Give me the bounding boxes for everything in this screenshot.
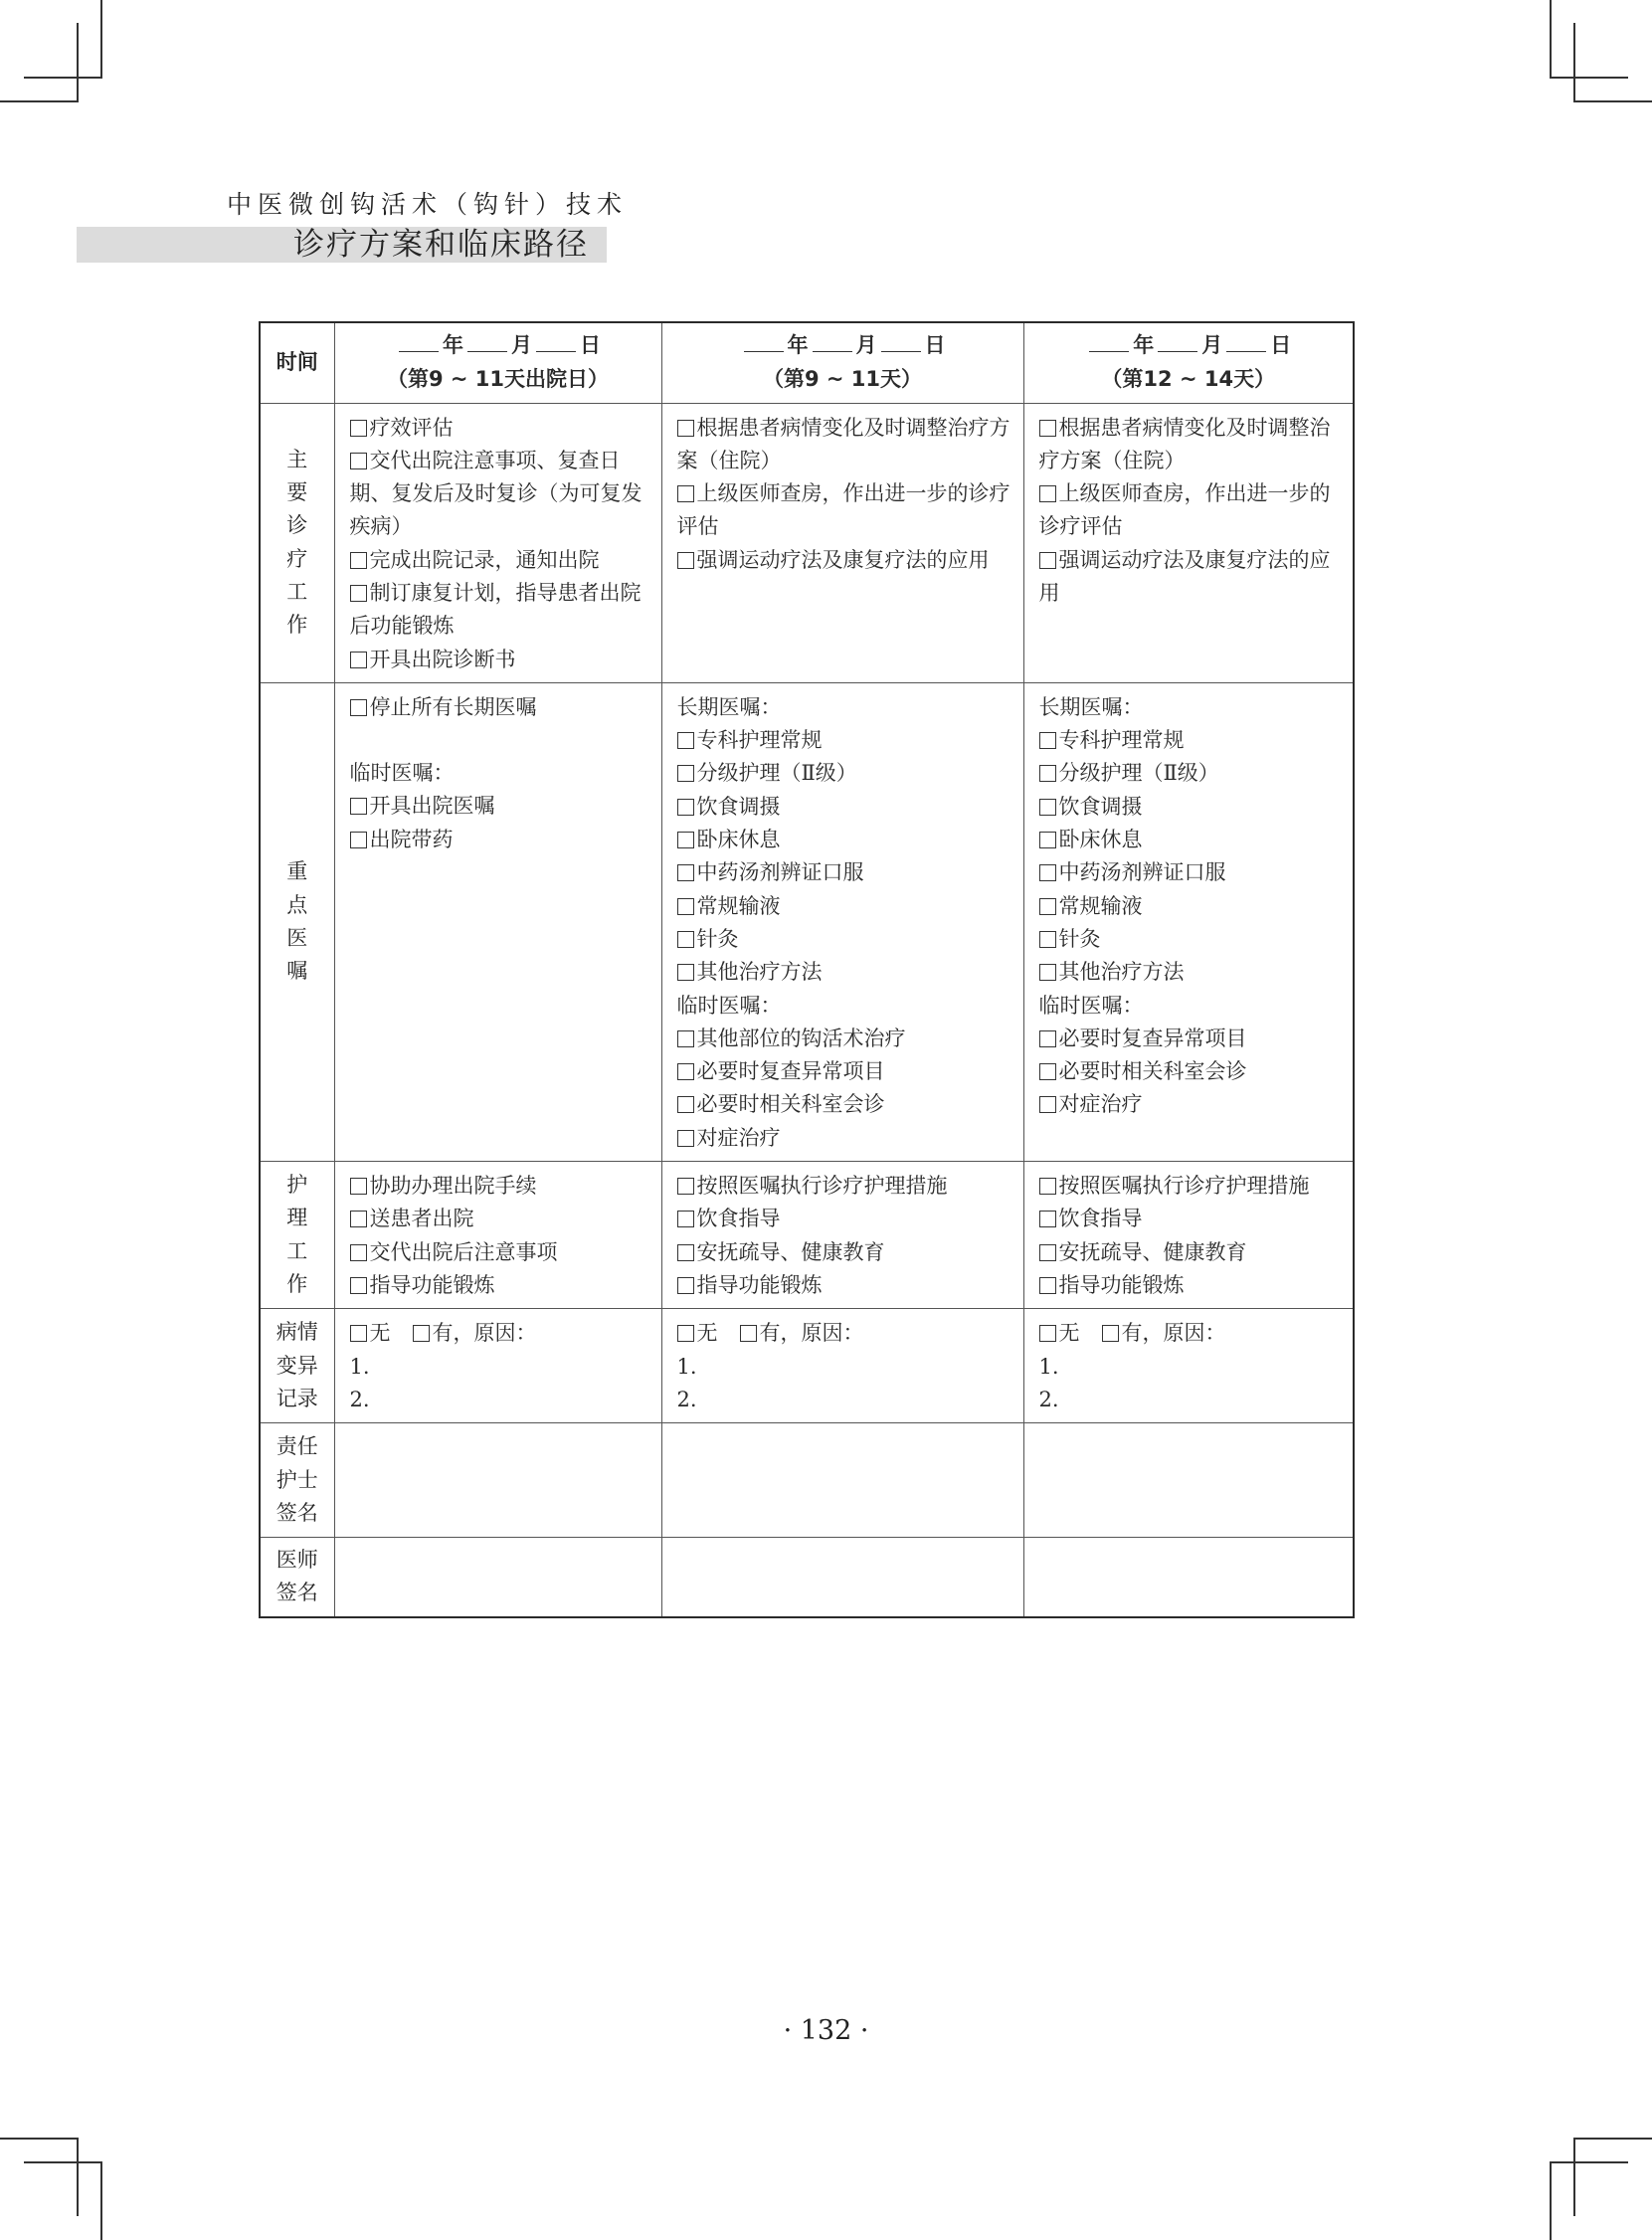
checklist-item-text: 开具出院诊断书 — [369, 647, 516, 671]
checkbox[interactable] — [677, 964, 694, 981]
main-work-label — [260, 403, 334, 682]
key-orders-label — [260, 682, 334, 1161]
label-char: 作 — [286, 1271, 308, 1296]
variance-reason-line[interactable]: 1. — [349, 1354, 370, 1379]
crop-mark — [24, 77, 102, 79]
checkbox[interactable] — [677, 765, 694, 782]
checklist-item-text: 饮食指导 — [1058, 1207, 1143, 1231]
checklist-item — [677, 1055, 1015, 1088]
crop-mark — [1573, 100, 1652, 102]
checkbox-none[interactable] — [677, 1325, 694, 1342]
label-char: 重 — [286, 859, 308, 884]
checkbox[interactable] — [677, 420, 694, 437]
checkbox[interactable] — [677, 1211, 694, 1227]
checklist-item — [1039, 890, 1346, 923]
month-label: 月 — [855, 333, 877, 358]
variance-reason-line[interactable]: 2. — [1038, 1387, 1059, 1411]
option-none-label: 无 — [369, 1321, 391, 1346]
doctor-signature-field[interactable] — [334, 1538, 661, 1617]
checklist-item-text: 上级医师查房，作出进一步的诊疗评估 — [676, 481, 1010, 539]
checklist-item-text: 常规输液 — [696, 893, 781, 918]
checklist-item — [1039, 824, 1346, 856]
checklist-item-text: 中药汤剂辨证口服 — [696, 860, 864, 885]
checklist-item — [677, 1203, 1015, 1235]
checklist-item — [677, 724, 1015, 757]
checklist-item — [677, 1236, 1015, 1269]
label-char: 诊 — [286, 513, 308, 538]
variance-reason-line[interactable]: 2. — [676, 1387, 697, 1411]
label-line: 责任 — [275, 1434, 318, 1459]
doctor-signature-row — [260, 1538, 1354, 1617]
crop-mark — [77, 23, 79, 102]
checklist-item — [1039, 1236, 1346, 1269]
checklist-item — [350, 577, 653, 644]
label-line: 签名 — [275, 1500, 318, 1525]
checkbox[interactable] — [350, 1277, 367, 1294]
crop-mark — [0, 2138, 79, 2140]
month-blank[interactable] — [1158, 333, 1197, 352]
checkbox[interactable] — [1039, 485, 1056, 502]
label-line: 变异 — [275, 1353, 318, 1378]
key-orders-col2 — [661, 682, 1023, 1161]
checklist-item-text: 分级护理（Ⅱ级） — [1058, 761, 1219, 786]
label-char: 要 — [286, 480, 308, 505]
checklist-item-text: 指导功能锻炼 — [369, 1272, 495, 1297]
checkbox[interactable] — [1039, 1178, 1056, 1195]
checkbox[interactable] — [350, 585, 367, 602]
nursing-col2 — [661, 1162, 1023, 1309]
checklist-item — [1039, 724, 1346, 757]
checklist-item — [1039, 1055, 1346, 1088]
book-title: 中医微创钩活术（钩针）技术 — [227, 190, 629, 219]
crop-mark — [77, 2138, 79, 2216]
checkbox[interactable] — [677, 799, 694, 816]
option-yes-label: 有，原因： — [759, 1321, 864, 1346]
day-range: （第9 ~ 11天出院日） — [386, 366, 610, 391]
checklist-item-text: 必要时相关科室会诊 — [1058, 1059, 1247, 1084]
checklist-item-text: 指导功能锻炼 — [696, 1272, 823, 1297]
checklist-item — [350, 544, 653, 577]
checklist-item — [1039, 1203, 1346, 1235]
checklist-item — [1039, 757, 1346, 790]
main-work-col1 — [334, 403, 661, 682]
label-char: 医 — [286, 925, 308, 950]
variance-options — [350, 1317, 653, 1350]
variance-cell — [662, 1309, 1023, 1422]
spacer — [350, 724, 653, 757]
checkbox-yes[interactable] — [740, 1325, 757, 1342]
checklist-item-text: 专科护理常规 — [696, 728, 823, 753]
label-char: 作 — [286, 613, 308, 638]
checkbox[interactable] — [1039, 1030, 1056, 1047]
key-orders-col3 — [1023, 682, 1354, 1161]
checklist-item — [677, 923, 1015, 956]
checkbox[interactable] — [350, 420, 367, 437]
temporary-orders-label: 临时医嘱： — [1038, 993, 1144, 1018]
checkbox[interactable] — [677, 864, 694, 881]
time-label — [260, 322, 334, 403]
checklist-item — [350, 790, 653, 823]
year-blank[interactable] — [1089, 333, 1129, 352]
day-range: （第12 ~ 14天） — [1101, 366, 1276, 391]
section-band — [77, 227, 607, 263]
checkbox[interactable] — [677, 832, 694, 848]
checklist-item — [677, 477, 1015, 544]
checkbox[interactable] — [1039, 1211, 1056, 1227]
checklist-item — [1039, 1023, 1346, 1055]
option-none-label: 无 — [696, 1321, 718, 1346]
checkbox[interactable] — [677, 1277, 694, 1294]
clinical-pathway-table — [259, 321, 1355, 1618]
label-char: 主 — [286, 447, 308, 471]
checklist-item — [350, 445, 653, 544]
year-label: 年 — [787, 333, 809, 358]
checklist-item — [677, 544, 1015, 577]
variance-col1 — [334, 1309, 661, 1423]
label-line: 病情 — [275, 1320, 318, 1345]
temporary-orders-label: 临时医嘱： — [676, 993, 782, 1018]
nursing-row — [260, 1162, 1354, 1309]
checkbox[interactable] — [677, 1130, 694, 1147]
checkbox-none[interactable] — [1039, 1325, 1056, 1342]
checkbox[interactable] — [1039, 765, 1056, 782]
crop-mark — [1573, 23, 1575, 102]
long-term-orders-label: 长期医嘱： — [676, 694, 782, 719]
checklist-item-text: 专科护理常规 — [1058, 728, 1185, 753]
checklist-item — [1039, 1269, 1346, 1302]
month-label: 月 — [511, 333, 532, 358]
crop-mark — [1550, 77, 1628, 79]
checkbox[interactable] — [1039, 832, 1056, 848]
main-work-col3 — [1023, 403, 1354, 682]
checkbox[interactable] — [1039, 898, 1056, 915]
checklist-item-text: 安抚疏导、健康教育 — [1058, 1239, 1247, 1264]
variance-cell — [1024, 1309, 1354, 1422]
label-char: 点 — [286, 892, 308, 917]
checklist-item-text: 根据患者病情变化及时调整治疗方案（住院） — [1038, 415, 1331, 472]
checklist-item — [1039, 544, 1346, 611]
year-label: 年 — [443, 333, 463, 358]
nurse-signature-field[interactable] — [661, 1423, 1023, 1538]
checkbox[interactable] — [1039, 1096, 1056, 1113]
crop-mark — [100, 2161, 102, 2240]
checklist-item-text: 针灸 — [696, 926, 739, 951]
page-number: · 132 · — [783, 2015, 869, 2046]
checklist-item-text: 完成出院记录，通知出院 — [369, 547, 600, 572]
checklist-item-text: 送患者出院 — [369, 1207, 474, 1231]
label-char: 理 — [286, 1206, 308, 1230]
checklist-item — [350, 691, 653, 724]
checklist-item — [350, 1203, 653, 1235]
day-label: 日 — [1270, 333, 1292, 358]
long-term-orders-label: 长期医嘱： — [1038, 694, 1144, 719]
label-line: 记录 — [275, 1386, 318, 1410]
crop-mark — [100, 0, 102, 79]
variance-col2 — [661, 1309, 1023, 1423]
checklist-item-text: 必要时复查异常项目 — [1058, 1026, 1247, 1050]
label-char: 工 — [286, 1238, 308, 1263]
checkbox[interactable] — [1039, 1244, 1056, 1261]
checklist-item-text: 出院带药 — [369, 827, 454, 851]
doctor-signature-field[interactable] — [1023, 1538, 1354, 1617]
checklist-item-text: 分级护理（Ⅱ级） — [696, 761, 857, 786]
checklist — [335, 1162, 661, 1308]
date-header-col2 — [661, 322, 1023, 403]
option-yes-label: 有，原因： — [1121, 1321, 1226, 1346]
checklist-item-text: 开具出院医嘱 — [369, 794, 495, 819]
checklist-item-text: 按照医嘱执行诊疗护理措施 — [1058, 1174, 1310, 1199]
checklist-item — [677, 1170, 1015, 1203]
checkbox[interactable] — [1039, 552, 1056, 569]
checklist-item — [677, 956, 1015, 989]
checkbox[interactable] — [677, 552, 694, 569]
date-line — [335, 329, 661, 362]
checkbox[interactable] — [350, 832, 367, 848]
nurse-signature-label — [260, 1423, 334, 1538]
checklist-item-text: 交代出院注意事项、复查日期、复发后及时复诊（为可复发疾病） — [349, 448, 642, 539]
variance-col3 — [1023, 1309, 1354, 1423]
checkbox[interactable] — [677, 1063, 694, 1080]
label-line: 护士 — [275, 1467, 318, 1492]
checklist-item — [350, 1269, 653, 1302]
checkbox[interactable] — [1039, 1063, 1056, 1080]
crop-mark — [24, 2161, 102, 2163]
variance-cell — [335, 1309, 661, 1422]
pre-orders — [350, 691, 653, 724]
checkbox[interactable] — [350, 552, 367, 569]
label-char: 工 — [286, 579, 308, 604]
checklist-item-text: 中药汤剂辨证口服 — [1058, 860, 1226, 885]
checklist-item — [350, 644, 653, 676]
checklist-item-text: 按照医嘱执行诊疗护理措施 — [696, 1174, 948, 1199]
checklist-item — [677, 890, 1015, 923]
time-row — [260, 322, 1354, 403]
checklist-item-text: 饮食指导 — [696, 1207, 781, 1231]
orders-cell — [662, 683, 1023, 1161]
checkbox[interactable] — [350, 1244, 367, 1261]
temporary-orders — [1039, 1023, 1346, 1122]
crop-mark — [1573, 2138, 1575, 2216]
checkbox[interactable] — [1039, 964, 1056, 981]
checklist-item-text: 协助办理出院手续 — [369, 1174, 537, 1199]
day-label: 日 — [924, 333, 946, 358]
main-work-row — [260, 403, 1354, 682]
checkbox[interactable] — [1039, 1277, 1056, 1294]
doctor-signature-label — [260, 1538, 334, 1617]
checkbox[interactable] — [350, 652, 367, 668]
long-term-orders — [677, 724, 1015, 989]
checkbox[interactable] — [350, 699, 367, 716]
crop-mark — [1550, 2161, 1552, 2240]
temporary-orders — [677, 1023, 1015, 1155]
key-orders-row — [260, 682, 1354, 1161]
crop-mark — [1550, 0, 1552, 79]
month-label: 月 — [1201, 333, 1223, 358]
date-line — [662, 329, 1023, 362]
time-label-text: 时间 — [275, 350, 318, 375]
checklist — [335, 404, 661, 682]
checklist-item — [677, 824, 1015, 856]
checklist-item-text: 对症治疗 — [1058, 1092, 1143, 1117]
checkbox[interactable] — [677, 1244, 694, 1261]
checklist-item-text: 其他治疗方法 — [696, 960, 823, 985]
day-blank[interactable] — [536, 333, 576, 352]
checklist-item-text: 必要时复查异常项目 — [696, 1059, 885, 1084]
checklist — [1024, 1162, 1354, 1308]
label-line: 签名 — [275, 1581, 318, 1605]
variance-reason-line[interactable]: 2. — [349, 1387, 370, 1411]
checklist-item — [1039, 1088, 1346, 1121]
checkbox[interactable] — [677, 1178, 694, 1195]
orders-cell — [335, 683, 661, 862]
checkbox-yes[interactable] — [1102, 1325, 1119, 1342]
long-term-orders — [1039, 724, 1346, 989]
option-none-label: 无 — [1058, 1321, 1080, 1346]
checklist-item-text: 上级医师查房，作出进一步的诊疗评估 — [1038, 481, 1331, 539]
variance-options — [677, 1317, 1015, 1350]
day-blank[interactable] — [1226, 333, 1266, 352]
checklist-item-text: 制订康复计划，指导患者出院后功能锻炼 — [349, 580, 642, 639]
checkbox[interactable] — [350, 453, 367, 469]
main-work-col2 — [661, 403, 1023, 682]
checklist-item — [1039, 923, 1346, 956]
checklist-item — [350, 1170, 653, 1203]
checklist-item — [677, 856, 1015, 889]
checklist-item-text: 其他治疗方法 — [1058, 960, 1185, 985]
variance-options — [1039, 1317, 1346, 1350]
temporary-orders — [350, 790, 653, 856]
checkbox-yes[interactable] — [413, 1325, 430, 1342]
year-label: 年 — [1133, 333, 1155, 358]
temporary-orders-label: 临时医嘱： — [349, 761, 455, 786]
date-header-col3 — [1023, 322, 1354, 403]
checklist-item-text: 饮食调摄 — [1058, 794, 1143, 819]
checklist-item — [1039, 412, 1346, 478]
checklist — [662, 404, 1023, 583]
checkbox[interactable] — [1039, 931, 1056, 948]
checklist-item-text: 卧床休息 — [696, 828, 781, 852]
nurse-signature-field[interactable] — [334, 1423, 661, 1538]
label-char: 疗 — [286, 546, 308, 571]
checklist-item-text: 针灸 — [1058, 926, 1101, 951]
nursing-col3 — [1023, 1162, 1354, 1309]
checklist-item — [677, 1088, 1015, 1121]
checklist-item-text: 必要时相关科室会诊 — [696, 1092, 885, 1117]
checklist — [662, 1162, 1023, 1308]
day-blank[interactable] — [881, 333, 921, 352]
checklist-item — [350, 412, 653, 445]
checklist-item-text: 根据患者病情变化及时调整治疗方案（住院） — [676, 415, 1010, 472]
variance-reason-line[interactable]: 1. — [1038, 1354, 1059, 1379]
variance-row — [260, 1309, 1354, 1423]
variance-label — [260, 1309, 334, 1423]
label-char: 嘱 — [286, 959, 308, 984]
checkbox[interactable] — [350, 1178, 367, 1195]
checklist-item-text: 强调运动疗法及康复疗法的应用 — [696, 547, 990, 572]
checklist-item-text: 卧床休息 — [1058, 828, 1143, 852]
checklist-item — [1039, 956, 1346, 989]
nurse-signature-field[interactable] — [1023, 1423, 1354, 1538]
nursing-col1 — [334, 1162, 661, 1309]
checklist-item — [677, 1122, 1015, 1155]
checkbox[interactable] — [677, 732, 694, 749]
checkbox[interactable] — [350, 1211, 367, 1227]
checkbox[interactable] — [1039, 732, 1056, 749]
nurse-signature-row — [260, 1423, 1354, 1538]
date-header-col1 — [334, 322, 661, 403]
checklist-item-text: 饮食调摄 — [696, 794, 781, 819]
checklist-item — [1039, 1170, 1346, 1203]
checklist-item-text: 常规输液 — [1058, 893, 1143, 918]
checkbox[interactable] — [1039, 864, 1056, 881]
doctor-signature-field[interactable] — [661, 1538, 1023, 1617]
checklist-item-text: 停止所有长期医嘱 — [369, 694, 537, 719]
key-orders-col1 — [334, 682, 661, 1161]
crop-mark — [1573, 2138, 1652, 2140]
nursing-label — [260, 1162, 334, 1309]
year-blank[interactable] — [744, 333, 784, 352]
checklist-item — [677, 791, 1015, 824]
checkbox-none[interactable] — [350, 1325, 367, 1342]
day-label: 日 — [580, 333, 601, 358]
month-blank[interactable] — [813, 333, 852, 352]
variance-reason-line[interactable]: 1. — [676, 1354, 697, 1379]
checkbox[interactable] — [677, 1030, 694, 1047]
label-line: 医师 — [275, 1548, 318, 1573]
checklist-item — [350, 824, 653, 856]
checkbox[interactable] — [677, 931, 694, 948]
month-blank[interactable] — [467, 333, 507, 352]
label-char: 护 — [286, 1173, 308, 1198]
checkbox[interactable] — [677, 1096, 694, 1113]
checklist-item-text: 疗效评估 — [369, 415, 454, 440]
checklist-item — [350, 1236, 653, 1269]
checkbox[interactable] — [1039, 799, 1056, 816]
option-yes-label: 有，原因： — [432, 1321, 537, 1346]
orders-cell — [1024, 683, 1354, 1128]
checkbox[interactable] — [677, 485, 694, 502]
date-line — [1024, 329, 1354, 362]
checklist-item-text: 交代出院后注意事项 — [369, 1239, 558, 1264]
checkbox[interactable] — [350, 798, 367, 815]
checklist-item-text: 其他部位的钩活术治疗 — [696, 1026, 906, 1050]
checklist-item — [677, 412, 1015, 478]
crop-mark — [0, 100, 79, 102]
checklist-item-text: 强调运动疗法及康复疗法的应用 — [1038, 547, 1331, 605]
checklist-item-text: 指导功能锻炼 — [1058, 1272, 1185, 1297]
year-blank[interactable] — [399, 333, 439, 352]
checkbox[interactable] — [677, 898, 694, 915]
checklist-item — [1039, 791, 1346, 824]
section-title: 诊疗方案和临床路径 — [293, 227, 589, 263]
day-range: （第9 ~ 11天） — [762, 366, 923, 391]
checklist-item — [677, 757, 1015, 790]
checklist-item — [1039, 856, 1346, 889]
crop-mark — [1550, 2161, 1628, 2163]
checklist — [1024, 404, 1354, 617]
checklist-item — [1039, 477, 1346, 544]
checklist-item — [677, 1269, 1015, 1302]
checklist-item — [677, 1023, 1015, 1055]
checklist-item-text: 对症治疗 — [696, 1125, 781, 1150]
checkbox[interactable] — [1039, 420, 1056, 437]
checklist-item-text: 安抚疏导、健康教育 — [696, 1239, 885, 1264]
